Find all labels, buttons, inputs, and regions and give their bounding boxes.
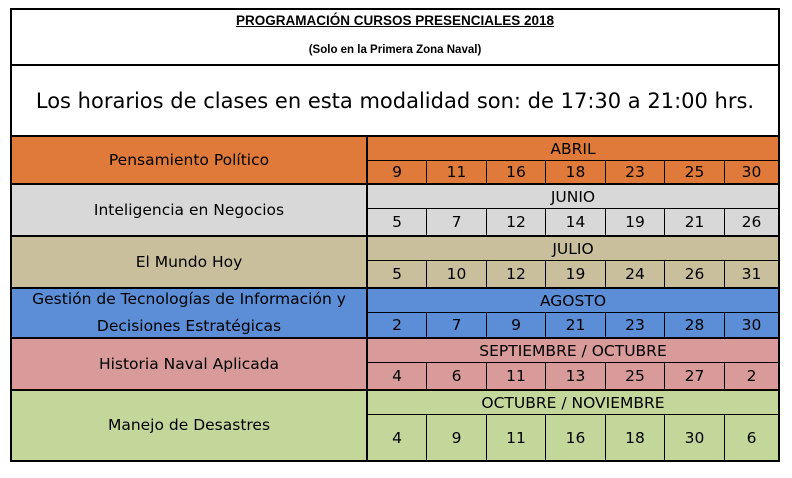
class-day: 14 (546, 209, 606, 235)
class-day: 7 (427, 209, 487, 235)
class-day: 9 (427, 415, 487, 460)
class-day: 25 (606, 363, 665, 389)
course-row (12, 137, 778, 185)
title-block (12, 10, 778, 66)
course-name (12, 185, 368, 235)
class-day: 2 (368, 313, 427, 337)
page-title: PROGRAMACIÓN CURSOS PRESENCIALES 2018 (235, 13, 555, 28)
class-day: 16 (487, 161, 546, 183)
class-day: 12 (487, 261, 546, 287)
page-subtitle: (Solo en la Primera Zona Naval) (308, 44, 482, 56)
class-day: 10 (427, 261, 487, 287)
course-name-line: Gestión de Tecnologías de Información y (32, 290, 346, 308)
schedule-table (10, 8, 780, 462)
class-day: 23 (606, 161, 665, 183)
class-day: 5 (368, 261, 427, 287)
course-month: JULIO (368, 237, 778, 261)
class-day: 19 (606, 209, 665, 235)
class-day: 31 (741, 265, 762, 283)
course-days (368, 209, 778, 235)
class-day: 4 (368, 415, 427, 460)
course-name (12, 289, 368, 337)
class-day: 9 (487, 313, 546, 337)
course-month: ABRIL (368, 137, 778, 161)
course-row (12, 185, 778, 237)
course-month: OCTUBRE / NOVIEMBRE (368, 391, 778, 415)
class-day: 6 (746, 428, 757, 447)
class-day: 27 (665, 363, 725, 389)
class-day: 25 (665, 161, 725, 183)
class-day: 11 (487, 363, 546, 389)
class-day: 13 (546, 363, 606, 389)
course-name-line: Inteligencia en Negocios (93, 200, 285, 219)
course-days (368, 415, 778, 460)
course-days (368, 313, 778, 337)
class-day: 2 (746, 367, 757, 385)
class-day: 23 (606, 313, 665, 337)
course-name (12, 137, 368, 183)
class-day: 18 (546, 161, 606, 183)
course-row (12, 289, 778, 339)
course-name (12, 237, 368, 287)
class-day: 28 (665, 313, 725, 337)
course-row (12, 391, 778, 460)
course-name-line: Pensamiento Político (108, 150, 270, 169)
class-day: 19 (546, 261, 606, 287)
class-day: 30 (741, 163, 762, 181)
course-name (12, 391, 368, 460)
course-month: AGOSTO (368, 289, 778, 313)
class-day: 16 (546, 415, 606, 460)
course-row (12, 339, 778, 391)
class-day: 21 (546, 313, 606, 337)
class-day: 11 (427, 161, 487, 183)
course-name-line: Manejo de Desastres (107, 416, 271, 434)
class-day: 18 (606, 415, 665, 460)
course-days (368, 363, 778, 389)
course-days (368, 261, 778, 287)
course-month: JUNIO (368, 185, 778, 209)
course-name-line: Historia Naval Aplicada (98, 354, 280, 373)
schedule-note-block (12, 66, 778, 137)
class-day: 11 (487, 415, 546, 460)
course-name-line: Decisiones Estratégicas (96, 317, 282, 335)
class-day: 26 (665, 261, 725, 287)
course-days (368, 161, 778, 183)
course-name (12, 339, 368, 389)
class-day: 12 (487, 209, 546, 235)
schedule-note: Los horarios de clases en esta modalidad son: de 17:30 a 21:00 hrs. (35, 88, 755, 113)
class-day: 4 (368, 363, 427, 389)
class-day: 30 (741, 316, 762, 334)
course-month: SEPTIEMBRE / OCTUBRE (368, 339, 778, 363)
class-day: 5 (368, 209, 427, 235)
class-day: 30 (665, 415, 725, 460)
class-day: 26 (741, 213, 762, 231)
class-day: 6 (427, 363, 487, 389)
course-name-line: El Mundo Hoy (135, 252, 243, 271)
class-day: 9 (368, 161, 427, 183)
course-row (12, 237, 778, 289)
class-day: 24 (606, 261, 665, 287)
class-day: 21 (665, 209, 725, 235)
class-day: 7 (427, 313, 487, 337)
